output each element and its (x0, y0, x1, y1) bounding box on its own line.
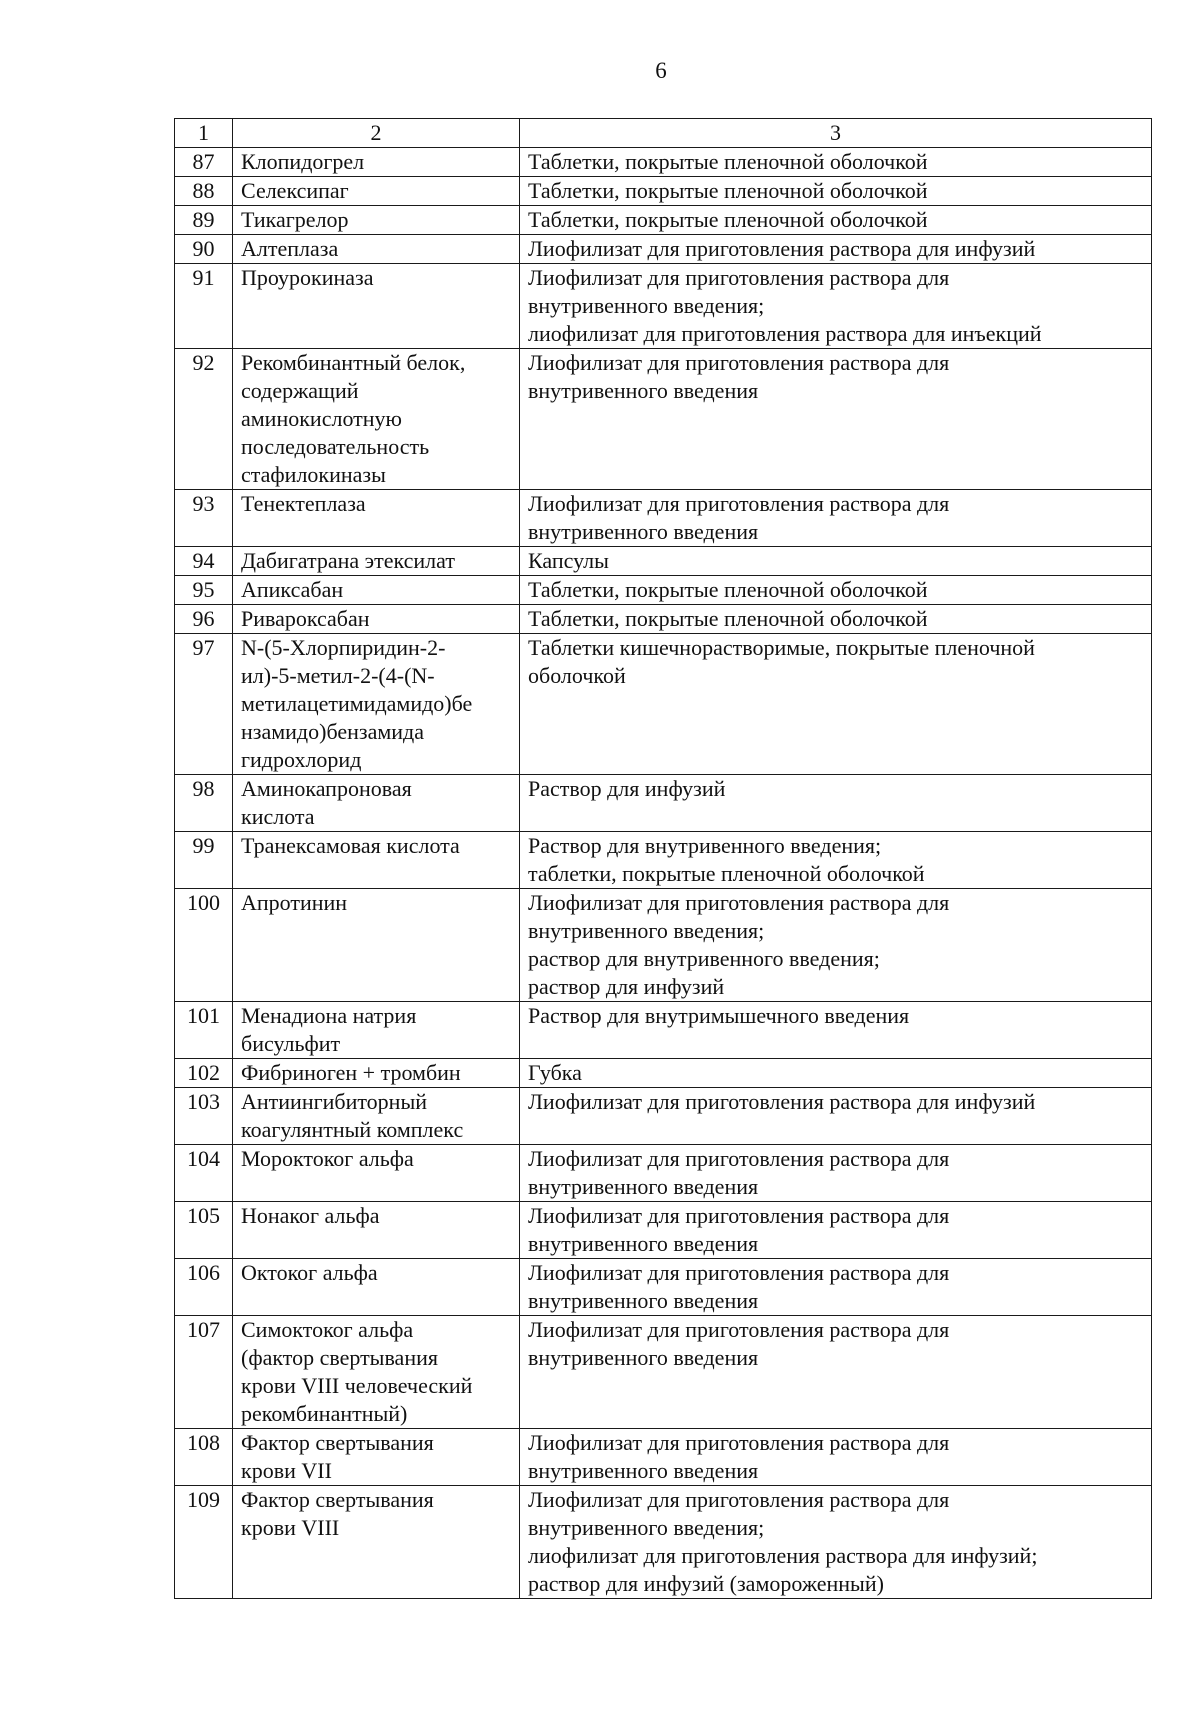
table-row (175, 576, 1152, 605)
drug-name-line: Тенектеплаза (241, 491, 366, 516)
drug-name (233, 206, 520, 235)
dosage-form-line: Таблетки, покрытые пленочной оболочкой (528, 149, 928, 174)
dosage-form (520, 1486, 1152, 1599)
dosage-form-line: Лиофилизат для приготовления раствора для (528, 1260, 950, 1285)
table-row (175, 1145, 1152, 1202)
drug-name-line: Фактор свертывания (241, 1487, 434, 1512)
row-number: 108 (175, 1429, 233, 1486)
table-row (175, 1002, 1152, 1059)
dosage-form (520, 490, 1152, 547)
dosage-form (520, 1316, 1152, 1429)
drug-name (233, 832, 520, 889)
dosage-form-line: внутривенного введения; (528, 918, 765, 943)
drug-name-line: метилацетимидамидо)бе (241, 691, 473, 716)
drug-name-line: Фибриноген + тромбин (241, 1060, 461, 1085)
dosage-form-line: внутривенного введения (528, 1288, 759, 1313)
drug-name-line: Нонаког альфа (241, 1203, 380, 1228)
dosage-form-line: раствор для инфузий (528, 974, 725, 999)
drug-name-line: Клопидогрел (241, 149, 365, 174)
drug-name-line: бисульфит (241, 1031, 341, 1056)
table-row (175, 889, 1152, 1002)
drug-name (233, 177, 520, 206)
row-number: 100 (175, 889, 233, 1002)
row-number: 109 (175, 1486, 233, 1599)
column-header-name: 2 (233, 119, 520, 148)
dosage-form-line: Лиофилизат для приготовления раствора для инфузий (528, 236, 1036, 261)
dosage-form-line: Таблетки, покрытые пленочной оболочкой (528, 606, 928, 631)
dosage-form-line: лиофилизат для приготовления раствора для инфузий; (528, 1543, 1038, 1568)
table-row (175, 1316, 1152, 1429)
dosage-form-line: Раствор для внутривенного введения; (528, 833, 882, 858)
drug-name-line: Октоког альфа (241, 1260, 378, 1285)
dosage-form-line: Лиофилизат для приготовления раствора для (528, 1146, 950, 1171)
drug-name-line: Алтеплаза (241, 236, 339, 261)
drug-name (233, 634, 520, 775)
drug-name (233, 349, 520, 490)
drug-name-line: содержащий (241, 378, 359, 403)
drug-name (233, 490, 520, 547)
drug-name (233, 1259, 520, 1316)
row-number: 105 (175, 1202, 233, 1259)
row-number: 104 (175, 1145, 233, 1202)
drug-name (233, 576, 520, 605)
table-row (175, 775, 1152, 832)
drug-name-line: крови VII (241, 1458, 332, 1483)
row-number: 90 (175, 235, 233, 264)
drug-name-line: Фактор свертывания (241, 1430, 434, 1455)
drug-name-line: коагулянтный комплекс (241, 1117, 464, 1142)
table-row (175, 832, 1152, 889)
dosage-form (520, 775, 1152, 832)
drug-name-line: стафилокиназы (241, 462, 386, 487)
dosage-form (520, 576, 1152, 605)
dosage-form (520, 349, 1152, 490)
drug-name (233, 1202, 520, 1259)
row-number: 98 (175, 775, 233, 832)
drug-name-line: Селексипаг (241, 178, 349, 203)
table-row (175, 349, 1152, 490)
dosage-form-line: внутривенного введения; (528, 293, 765, 318)
drug-name-line: Дабигатрана этексилат (241, 548, 455, 573)
dosage-form-line: внутривенного введения (528, 1345, 759, 1370)
dosage-form-line: Лиофилизат для приготовления раствора для (528, 1430, 950, 1455)
dosage-form (520, 206, 1152, 235)
drug-name-line: Антиингибиторный (241, 1089, 428, 1114)
dosage-form-line: Лиофилизат для приготовления раствора для (528, 890, 950, 915)
dosage-form-line: Раствор для внутримышечного введения (528, 1003, 910, 1028)
drug-name-line: Аминокапроновая (241, 776, 412, 801)
column-header-number: 1 (175, 119, 233, 148)
drug-name-line: крови VIII (241, 1515, 340, 1540)
drug-name-line: Мороктоког альфа (241, 1146, 414, 1171)
dosage-form (520, 634, 1152, 775)
table-row (175, 1088, 1152, 1145)
dosage-form-line: Таблетки, покрытые пленочной оболочкой (528, 577, 928, 602)
table-body (175, 148, 1152, 1599)
drug-name (233, 1002, 520, 1059)
dosage-form (520, 235, 1152, 264)
dosage-form-line: внутривенного введения (528, 1174, 759, 1199)
drug-table (174, 118, 1152, 1599)
table-row (175, 1202, 1152, 1259)
drug-name (233, 235, 520, 264)
dosage-form-line: Лиофилизат для приготовления раствора для (528, 265, 950, 290)
dosage-form-line: внутривенного введения (528, 378, 759, 403)
drug-name-line: Менадиона натрия (241, 1003, 417, 1028)
row-number: 106 (175, 1259, 233, 1316)
dosage-form-line: Раствор для инфузий (528, 776, 726, 801)
row-number: 107 (175, 1316, 233, 1429)
drug-name (233, 1316, 520, 1429)
drug-name-line: Ривароксабан (241, 606, 370, 631)
drug-name (233, 264, 520, 349)
table-row (175, 1429, 1152, 1486)
drug-name-line: кислота (241, 804, 315, 829)
table-row (175, 1259, 1152, 1316)
drug-name-line: N-(5-Хлорпиридин-2- (241, 635, 446, 660)
dosage-form-line: Лиофилизат для приготовления раствора для инфузий (528, 1089, 1036, 1114)
drug-name-line: рекомбинантный) (241, 1401, 408, 1426)
drug-name (233, 1088, 520, 1145)
dosage-form-line: раствор для инфузий (замороженный) (528, 1571, 884, 1596)
dosage-form (520, 264, 1152, 349)
table-row (175, 235, 1152, 264)
drug-name-line: ил)-5-метил-2-(4-(N- (241, 663, 435, 688)
dosage-form-line: таблетки, покрытые пленочной оболочкой (528, 861, 925, 886)
dosage-form-line: внутривенного введения (528, 519, 759, 544)
dosage-form-line: Лиофилизат для приготовления раствора для (528, 1203, 950, 1228)
dosage-form (520, 832, 1152, 889)
table-row (175, 264, 1152, 349)
drug-name-line: нзамидо)бензамида (241, 719, 424, 744)
dosage-form-line: Лиофилизат для приготовления раствора для (528, 1487, 950, 1512)
drug-name (233, 1145, 520, 1202)
table-row (175, 605, 1152, 634)
drug-name-line: гидрохлорид (241, 747, 362, 772)
table-row (175, 148, 1152, 177)
dosage-form-line: Лиофилизат для приготовления раствора для (528, 1317, 950, 1342)
dosage-form-line: Лиофилизат для приготовления раствора для (528, 491, 950, 516)
dosage-form-line: Таблетки, покрытые пленочной оболочкой (528, 178, 928, 203)
dosage-form-line: раствор для внутривенного введения; (528, 946, 880, 971)
dosage-form-line: Губка (528, 1060, 582, 1085)
page-number: 6 (655, 58, 667, 83)
row-number: 93 (175, 490, 233, 547)
drug-name-line: Симоктоког альфа (241, 1317, 414, 1342)
table-row (175, 177, 1152, 206)
dosage-form-line: оболочкой (528, 663, 626, 688)
row-number: 87 (175, 148, 233, 177)
dosage-form (520, 177, 1152, 206)
row-number: 89 (175, 206, 233, 235)
drug-name (233, 1429, 520, 1486)
drug-name (233, 605, 520, 634)
dosage-form (520, 1059, 1152, 1088)
row-number: 94 (175, 547, 233, 576)
dosage-form (520, 889, 1152, 1002)
row-number: 102 (175, 1059, 233, 1088)
dosage-form (520, 1429, 1152, 1486)
row-number: 99 (175, 832, 233, 889)
dosage-form (520, 1202, 1152, 1259)
drug-name-line: Транексамовая кислота (241, 833, 460, 858)
table-row (175, 547, 1152, 576)
drug-name-line: Тикагрелор (241, 207, 349, 232)
drug-name-line: крови VIII человеческий (241, 1373, 473, 1398)
table-row (175, 1059, 1152, 1088)
dosage-form-line: лиофилизат для приготовления раствора для инъекций (528, 321, 1042, 346)
row-number: 95 (175, 576, 233, 605)
column-header-form: 3 (520, 119, 1152, 148)
dosage-form (520, 547, 1152, 576)
row-number: 88 (175, 177, 233, 206)
dosage-form (520, 1145, 1152, 1202)
drug-name (233, 889, 520, 1002)
dosage-form (520, 1259, 1152, 1316)
drug-name (233, 547, 520, 576)
dosage-form-line: внутривенного введения; (528, 1515, 765, 1540)
drug-name (233, 148, 520, 177)
row-number: 97 (175, 634, 233, 775)
drug-name-line: (фактор свертывания (241, 1345, 438, 1370)
dosage-form (520, 605, 1152, 634)
drug-name (233, 1059, 520, 1088)
dosage-form (520, 1088, 1152, 1145)
drug-name-line: последовательность (241, 434, 430, 459)
drug-name-line: Рекомбинантный белок, (241, 350, 466, 375)
dosage-form-line: внутривенного введения (528, 1458, 759, 1483)
table-row (175, 490, 1152, 547)
table-row (175, 206, 1152, 235)
dosage-form-line: Капсулы (528, 548, 609, 573)
drug-name (233, 1486, 520, 1599)
dosage-form-line: Таблетки, покрытые пленочной оболочкой (528, 207, 928, 232)
table-header-row (175, 119, 1152, 148)
dosage-form (520, 1002, 1152, 1059)
row-number: 96 (175, 605, 233, 634)
drug-name-line: аминокислотную (241, 406, 402, 431)
row-number: 92 (175, 349, 233, 490)
drug-name-line: Проурокиназа (241, 265, 374, 290)
drug-name-line: Апротинин (241, 890, 348, 915)
table-row (175, 634, 1152, 775)
drug-name-line: Апиксабан (241, 577, 344, 602)
dosage-form-line: Лиофилизат для приготовления раствора для (528, 350, 950, 375)
row-number: 91 (175, 264, 233, 349)
dosage-form (520, 148, 1152, 177)
row-number: 103 (175, 1088, 233, 1145)
row-number: 101 (175, 1002, 233, 1059)
table-row (175, 1486, 1152, 1599)
dosage-form-line: внутривенного введения (528, 1231, 759, 1256)
drug-name (233, 775, 520, 832)
dosage-form-line: Таблетки кишечнорастворимые, покрытые пленочной (528, 635, 1035, 660)
